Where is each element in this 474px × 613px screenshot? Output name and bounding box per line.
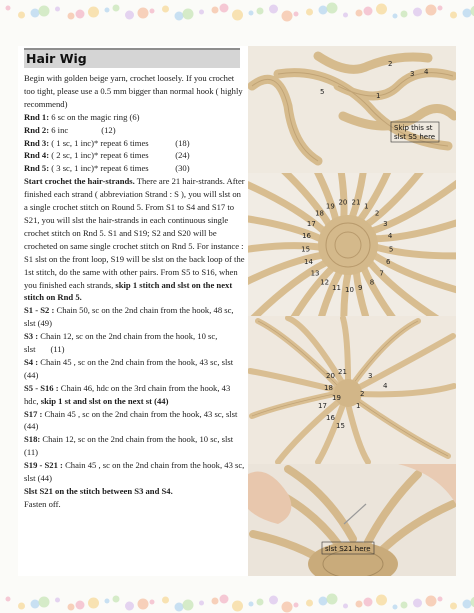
strand-label: 21 xyxy=(338,368,347,376)
strand-row: S3 : Chain 12, sc on the 2nd chain from the hook, 10 sc, slst (11) xyxy=(24,331,218,355)
decor-dot xyxy=(6,6,11,11)
decor-dot xyxy=(426,596,437,607)
strand-label: 10 xyxy=(345,286,354,294)
decor-dot xyxy=(257,8,264,15)
decor-dot xyxy=(413,599,422,608)
decor-dot xyxy=(220,4,229,13)
strand-label: 3 xyxy=(368,372,373,380)
decor-dot xyxy=(232,601,243,612)
strand-label: 13 xyxy=(310,269,320,278)
hair-strand xyxy=(344,273,348,316)
decor-dot xyxy=(125,11,134,20)
decor-dot xyxy=(306,9,313,16)
decor-dot xyxy=(76,10,85,19)
bottom-dot-border xyxy=(0,591,474,613)
strand-label: 14 xyxy=(304,258,313,267)
decor-dot xyxy=(343,604,348,609)
decor-dot xyxy=(220,595,229,604)
strand-label: 4 xyxy=(383,382,388,390)
round-row: Rnd 1: 6 sc on the magic ring (6) xyxy=(24,111,140,122)
decor-dot xyxy=(183,600,194,611)
decor-dot xyxy=(356,601,363,608)
page-title: Hair Wig xyxy=(26,51,87,66)
strand-label: 16 xyxy=(302,232,312,241)
decor-dot xyxy=(463,9,472,18)
decor-dot xyxy=(426,5,437,16)
decor-dot xyxy=(294,603,299,608)
decor-dot xyxy=(162,597,169,604)
strands-list xyxy=(24,304,246,485)
decor-dot xyxy=(257,599,264,606)
decor-dot xyxy=(282,602,293,613)
photo-step-1 xyxy=(248,46,456,173)
decor-dot xyxy=(401,11,408,18)
strand-label: 7 xyxy=(379,269,384,278)
decor-dot xyxy=(364,7,373,16)
strand-label: 1 xyxy=(356,402,361,410)
decor-dot xyxy=(401,602,408,609)
photos-column xyxy=(248,46,456,576)
decor-dot xyxy=(249,602,254,607)
decor-dot xyxy=(438,597,443,602)
strand-row: S5 - S16 : Chain 46, hdc on the 3rd chain from the hook, 43 hdc, skip 1 st and slst on the next st (44) xyxy=(24,382,231,406)
decor-dot xyxy=(125,602,134,611)
decor-dot xyxy=(376,595,387,606)
instructions-column xyxy=(24,48,246,511)
top-dot-border xyxy=(0,0,474,22)
decor-dot xyxy=(319,6,328,15)
decor-dot xyxy=(364,598,373,607)
decor-dot xyxy=(162,6,169,13)
decor-dot xyxy=(269,596,278,605)
strand-label: 1 xyxy=(364,202,369,211)
decor-dot xyxy=(343,13,348,18)
final-instruction: Slst S21 on the stitch between S3 and S4. xyxy=(24,486,173,496)
strand-label: 6 xyxy=(385,258,391,267)
strand-label: 2 xyxy=(374,209,380,218)
decor-dot xyxy=(232,10,243,21)
decor-dot xyxy=(282,11,293,22)
round-row: Rnd 4: ( 2 sc, 1 inc)* repeat 6 times (24) xyxy=(24,150,190,161)
decor-dot xyxy=(6,597,11,602)
decor-dot xyxy=(199,10,204,15)
decor-dot xyxy=(327,594,338,605)
round-row: Rnd 2: 6 inc (12) xyxy=(24,124,116,135)
decor-dot xyxy=(150,9,155,14)
decor-dot xyxy=(376,4,387,15)
strand-label: 21 xyxy=(351,198,361,207)
strand-label: 15 xyxy=(336,422,345,430)
decor-dot xyxy=(18,12,25,19)
decor-dot xyxy=(150,600,155,605)
decor-dot xyxy=(68,604,75,611)
decor-dot xyxy=(356,10,363,17)
strand-label: 20 xyxy=(326,372,335,380)
decor-dot xyxy=(55,598,60,603)
decor-dot xyxy=(306,600,313,607)
strand-label: 15 xyxy=(301,245,311,254)
decor-dot xyxy=(393,14,398,19)
decor-dot xyxy=(294,12,299,17)
decor-dot xyxy=(319,597,328,606)
decor-dot xyxy=(31,9,40,18)
strand-label: 5 xyxy=(388,245,394,254)
decor-dot xyxy=(183,9,194,20)
decor-dot xyxy=(76,601,85,610)
pattern-page xyxy=(18,46,456,576)
intro-text: Begin with golden beige yarn, crochet loosely. If you crochet too tight, please use a 0.5 mm bigger than normal hook ( highly recommend) xyxy=(24,73,243,109)
strand-row: S19 - S21 : Chain 45 , sc on the 2nd chain from the hook, 43 sc, slst (44) xyxy=(24,460,245,484)
strand-label: 9 xyxy=(357,284,363,293)
strand-label: 8 xyxy=(369,278,375,287)
skip-note: Skip this st xyxy=(394,124,433,132)
photo-step-3 xyxy=(248,316,456,464)
decor-dot xyxy=(88,598,99,609)
strand-row: S18: Chain 12, sc on the 2nd chain from the hook, 10 sc, slst (11) xyxy=(24,434,234,458)
decor-dot xyxy=(39,6,50,17)
strand-label: 12 xyxy=(320,278,330,287)
decor-dot xyxy=(68,13,75,20)
decor-dot xyxy=(327,3,338,14)
strand-label: 18 xyxy=(324,384,333,392)
decor-dot xyxy=(413,8,422,17)
decor-dot xyxy=(138,599,149,610)
strand-row: S4 : Chain 45 , sc on the 2nd chain from the hook, 43 sc, slst (44) xyxy=(24,356,234,380)
strand-label: 16 xyxy=(326,414,335,422)
strand-label: 2 xyxy=(388,60,393,68)
strand-label: 11 xyxy=(332,284,341,293)
fasten-off-text: Fasten off. xyxy=(24,498,61,509)
decor-dot xyxy=(249,11,254,16)
strand-label: 19 xyxy=(332,394,341,402)
strand-label: 1 xyxy=(376,92,381,100)
decor-dot xyxy=(105,599,110,604)
decor-dot xyxy=(55,7,60,12)
decor-dot xyxy=(450,12,457,19)
strand-row: S17 : Chain 45 , sc on the 2nd chain from the hook, 43 sc, slst (44) xyxy=(24,408,238,432)
round-row: Rnd 5: ( 3 sc, 1 inc)* repeat 6 times (30) xyxy=(24,163,190,174)
decor-dot xyxy=(212,598,219,605)
round-row: Rnd 3: ( 1 sc, 1 inc)* repeat 6 times (18) xyxy=(24,137,190,148)
strand-label: 3 xyxy=(383,220,388,228)
strand-label: 4 xyxy=(387,232,393,241)
slst-s21-note: slst S21 here xyxy=(325,545,371,553)
decor-dot xyxy=(393,605,398,610)
decor-dot xyxy=(269,5,278,14)
strand-label: 19 xyxy=(325,202,335,211)
decor-dot xyxy=(138,8,149,19)
decor-dot xyxy=(175,12,184,21)
strands-paragraph: Start crochet the hair-strands. There are 21 hair-strands. After finished each strand ( abbreviation Strand : S ), you will slst on a single crochet stitch on Round 5. From S1 to S4 and S17 to S21, you will slst the hair-strands in each continuous single crochet stitch on Rnd 5. S1 and S19; S2 and S20 will be crocheted on same single crochet stitch on Rnd 5. For instance : S1 slst on the front loop, S19 will be slst on the back loop of the 1st stitch, do the same with other pairs. From S5 to S16, when you finished each strands, skip 1 stitch and slst on the next stitch on Rnd 5. xyxy=(24,176,245,303)
decor-dot xyxy=(450,603,457,610)
decor-dot xyxy=(212,7,219,14)
strand-label: 17 xyxy=(306,220,316,228)
strand-label: 17 xyxy=(318,402,327,410)
photo-step-4 xyxy=(248,464,456,576)
decor-dot xyxy=(18,603,25,610)
strand-label: 18 xyxy=(315,209,324,218)
strand-label: 2 xyxy=(360,390,365,398)
decor-dot xyxy=(175,603,184,612)
decor-dot xyxy=(113,596,120,603)
decor-dot xyxy=(438,6,443,11)
strand-label: 4 xyxy=(424,68,429,76)
strand-label: 20 xyxy=(338,198,348,207)
slst-note: slst S5 here xyxy=(394,133,436,141)
photo-step-2 xyxy=(248,173,456,316)
title-band xyxy=(24,48,240,68)
decor-dot xyxy=(113,5,120,12)
decor-dot xyxy=(88,7,99,18)
decor-dot xyxy=(31,600,40,609)
decor-dot xyxy=(105,8,110,13)
strand-label: 5 xyxy=(320,88,325,96)
rounds-list xyxy=(24,111,246,176)
decor-dot xyxy=(463,600,472,609)
decor-dot xyxy=(39,597,50,608)
decor-dot xyxy=(199,601,204,606)
strand-row: S1 - S2 : Chain 50, sc on the 2nd chain from the hook, 48 sc, slst (49) xyxy=(24,305,234,329)
strand-label: 3 xyxy=(410,70,415,78)
